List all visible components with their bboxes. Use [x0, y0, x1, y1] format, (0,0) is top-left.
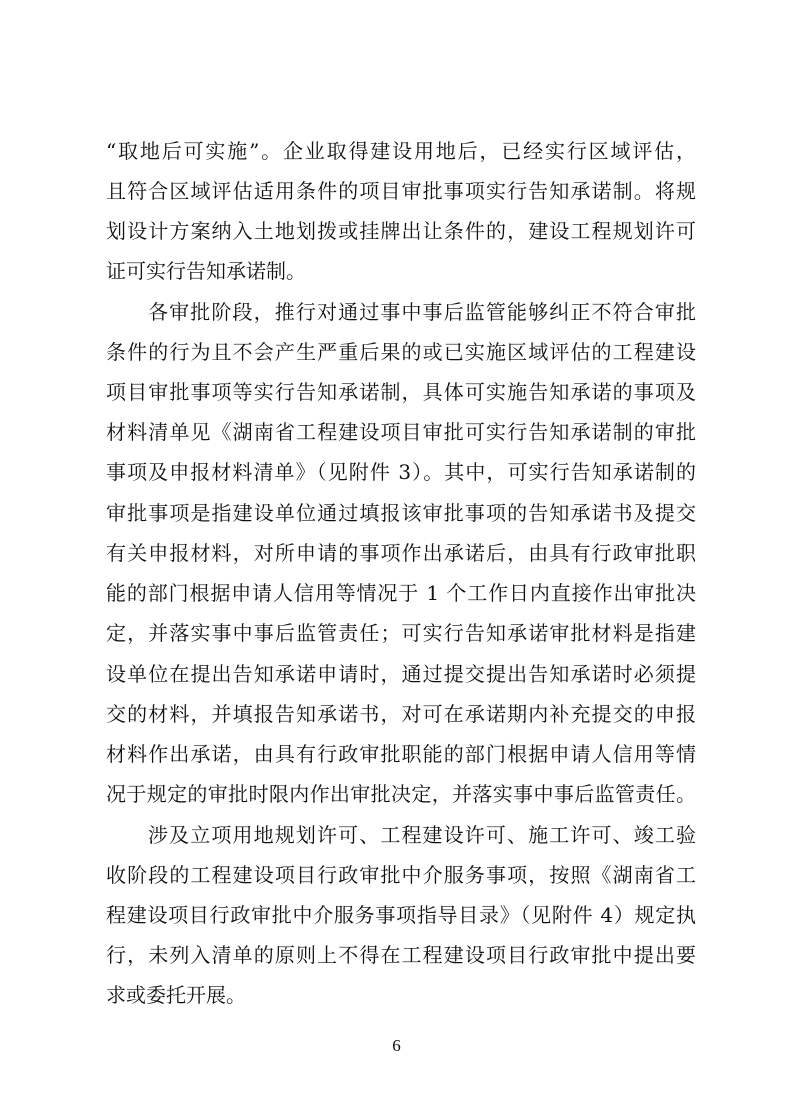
paragraph-line: 程建设项目行政审批中介服务事项指导目录》（见附件 4）规定执 — [106, 903, 696, 927]
paragraph-line: 况于规定的审批时限内作出审批决定，并落实事中事后监管责任。 — [106, 782, 696, 806]
paragraph-line: 项目审批事项等实行告知承诺制，具体可实施告知承诺的事项及 — [106, 380, 696, 404]
paragraph-line: 划设计方案纳入土地划拨或挂牌出让条件的，建设工程规划许可 — [106, 219, 696, 243]
paragraph-line: 定，并落实事中事后监管责任；可实行告知承诺审批材料是指建 — [106, 621, 696, 645]
paragraph-line: “取地后可实施”。企业取得建设用地后，已经实行区域评估， — [106, 139, 696, 163]
paragraph-line: 行，未列入清单的原则上不得在工程建设项目行政审批中提出要 — [106, 943, 696, 967]
paragraph-line: 事项及申报材料清单》（见附件 3）。其中，可实行告知承诺制的 — [106, 460, 696, 484]
paragraph-line: 求或委托开展。 — [106, 983, 246, 1007]
paragraph-line: 收阶段的工程建设项目行政审批中介服务事项，按照《湖南省工 — [106, 863, 696, 887]
paragraph-line: 材料清单见《湖南省工程建设项目审批可实行告知承诺制的审批 — [106, 420, 696, 444]
paragraph-line: 且符合区域评估适用条件的项目审批事项实行告知承诺制。将规 — [106, 179, 696, 203]
paragraph-line: 涉及立项用地规划许可、工程建设许可、施工许可、竣工验 — [148, 823, 696, 847]
paragraph-line: 条件的行为且不会产生严重后果的或已实施区域评估的工程建设 — [106, 340, 696, 364]
paragraph-line: 材料作出承诺，由具有行政审批职能的部门根据申请人信用等情 — [106, 742, 696, 766]
paragraph-line: 交的材料，并填报告知承诺书，对可在承诺期内补充提交的申报 — [106, 702, 696, 726]
page-number: 6 — [392, 1036, 401, 1055]
paragraph-line: 能的部门根据申请人信用等情况于 1 个工作日内直接作出审批决 — [106, 581, 696, 605]
paragraph-line: 设单位在提出告知承诺申请时，通过提交提出告知承诺时必须提 — [106, 662, 696, 686]
paragraph-line: 有关申报材料，对所申请的事项作出承诺后，由具有行政审批职 — [106, 541, 696, 565]
paragraph-line: 审批事项是指建设单位通过填报该审批事项的告知承诺书及提交 — [106, 501, 696, 525]
paragraph-line: 证可实行告知承诺制。 — [106, 259, 306, 283]
paragraph-line: 各审批阶段，推行对通过事中事后监管能够纠正不符合审批 — [148, 300, 696, 324]
